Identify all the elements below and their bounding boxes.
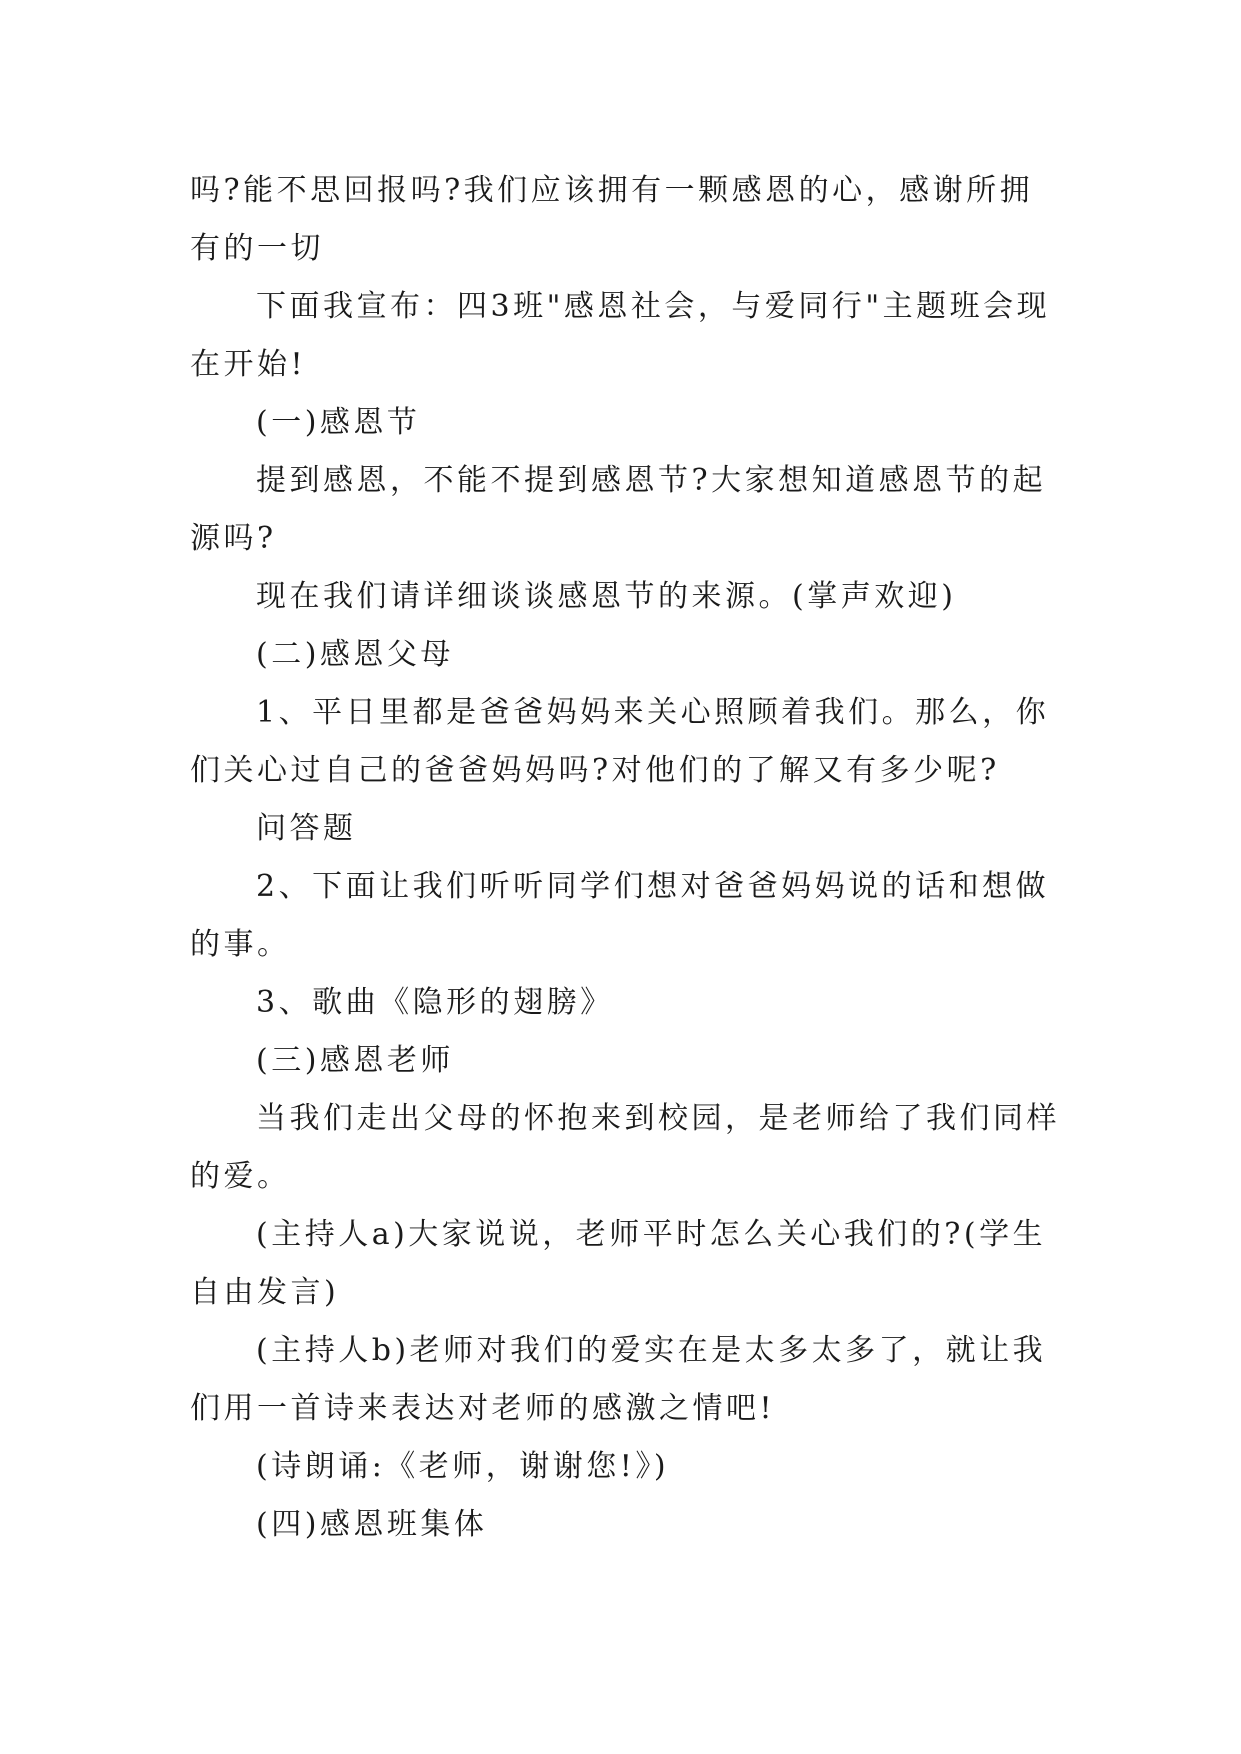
paragraph-teachers-love: 当我们走出父母的怀抱来到校园，是老师给了我们同样的爱。 — [190, 1101, 1060, 1194]
section-heading-thanksgiving: (一)感恩节 — [256, 405, 421, 440]
section-heading-class: (四)感恩班集体 — [256, 1507, 488, 1542]
section-heading-teachers: (三)感恩老师 — [256, 1043, 454, 1078]
paragraph-host-b: (主持人b)老师对我们的爱实在是太多太多了，就让我们用一首诗来表达对老师的感激之情吧! — [190, 1333, 1047, 1426]
paragraph-thanksgiving-source: 现在我们请详细谈谈感恩节的来源。(掌声欢迎) — [256, 579, 957, 614]
paragraph-thanksgiving-origin: 提到感恩，不能不提到感恩节?大家想知道感恩节的起源吗? — [190, 463, 1047, 556]
paragraph-quiz: 问答题 — [256, 811, 357, 846]
document-page — [190, 162, 1060, 1554]
paragraph-parents-care: 1、平日里都是爸爸妈妈来关心照顾着我们。那么，你们关心过自己的爸爸妈妈吗?对他们的了解又有多少呢? — [190, 695, 1050, 788]
paragraph-song: 3、歌曲《隐形的翅膀》 — [256, 985, 614, 1020]
paragraph-announcement: 下面我宣布：四3班"感恩社会，与爱同行"主题班会现在开始! — [190, 289, 1051, 382]
paragraph-continuation: 吗?能不思回报吗?我们应该拥有一颗感恩的心，感谢所拥有的一切 — [190, 173, 1034, 266]
section-heading-parents: (二)感恩父母 — [256, 637, 454, 672]
paragraph-poem: (诗朗诵:《老师，谢谢您!》) — [256, 1449, 670, 1484]
paragraph-host-a: (主持人a)大家说说，老师平时怎么关心我们的?(学生自由发言) — [190, 1217, 1047, 1310]
paragraph-classmates-words: 2、下面让我们听听同学们想对爸爸妈妈说的话和想做的事。 — [190, 869, 1050, 962]
